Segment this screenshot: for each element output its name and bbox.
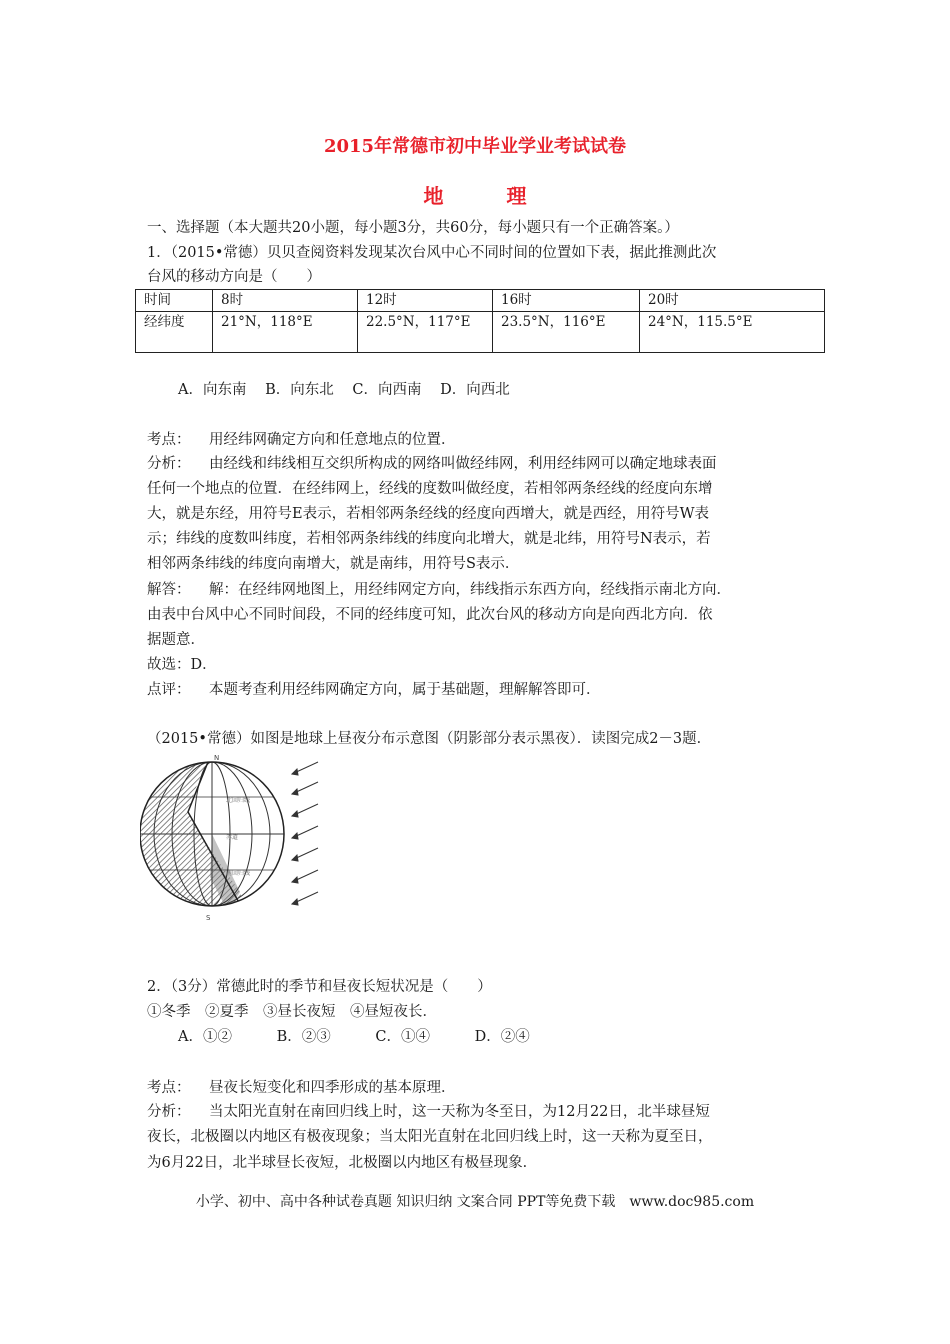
q2-options	[178, 1025, 848, 1049]
table-cell: 时间	[136, 290, 213, 312]
table-cell: 8时	[213, 290, 358, 312]
q2-kaodian	[147, 1076, 817, 1100]
option-b[interactable]: B．向东北	[265, 382, 334, 398]
q1-kaodian	[147, 428, 817, 452]
kaodian-text: 昼夜长短变化和四季形成的基本原理．	[209, 1080, 456, 1096]
dianping-text: 本题考查利用经纬网确定方向，属于基础题，理解解答即可．	[209, 682, 601, 698]
kaodian-label: 考点：	[147, 1080, 191, 1096]
fenxi-label: 分析：	[147, 1104, 191, 1120]
option-c[interactable]: C．①④	[375, 1029, 430, 1045]
table-header-row	[136, 290, 825, 312]
table-row	[136, 312, 825, 353]
option-b[interactable]: B．②③	[276, 1029, 331, 1045]
q1-jieda-line1	[147, 578, 817, 602]
option-a[interactable]: A．①②	[178, 1029, 232, 1045]
option-d[interactable]: D．向西北	[440, 382, 510, 398]
q1-answer: 故选：D．	[147, 657, 217, 673]
q1-stem-line1: 1．（2015•常德）贝贝查阅资料发现某次台风中心不同时间的位置如下表，据此推测此次	[147, 245, 717, 261]
table-cell: 经纬度	[136, 312, 213, 353]
day-night-globe-figure	[140, 752, 330, 922]
q1-jieda-line3: 据题意．	[147, 632, 205, 648]
q2-choices: ①冬季 ②夏季 ③昼长夜短 ④昼短夜长．	[147, 1004, 437, 1020]
fenxi-text: 当太阳光直射在南回归线上时，这一天称为冬至日，为12月22日，北半球昼短	[209, 1104, 710, 1120]
fenxi-text: 由经线和纬线相互交织所构成的网络叫做经纬网，利用经纬网可以确定地球表面	[209, 456, 717, 472]
option-c[interactable]: C．向西南	[352, 382, 422, 398]
table-cell: 16时	[493, 290, 640, 312]
exam-title: 2015年常德市初中毕业学业考试试卷	[323, 136, 627, 157]
q1-fenxi-line1	[147, 452, 817, 476]
q2-stem: 2．（3分）常德此时的季节和昼夜长短状况是（ ）	[147, 979, 492, 995]
option-a[interactable]: A．向东南	[178, 382, 247, 398]
q1-fenxi-line2: 任何一个地点的位置．在经纬网上，经线的度数叫做经度，若相邻两条经线的经度向东增	[147, 481, 713, 497]
q1-dianping	[147, 678, 817, 702]
south-label: S	[206, 914, 211, 922]
tropic-s-label: 南回归线	[226, 870, 251, 877]
tropic-n-label: 北回归线	[226, 797, 251, 804]
typhoon-position-table	[135, 289, 825, 353]
table-cell: 23.5°N，116°E	[493, 312, 640, 353]
subject-title: 地 理	[423, 184, 555, 208]
q2-fenxi-line1	[147, 1100, 817, 1124]
sun-rays	[292, 762, 318, 905]
dianping-label: 点评：	[147, 682, 191, 698]
option-d[interactable]: D．②④	[474, 1029, 530, 1045]
section-header: 一、选择题（本大题共20小题，每小题3分，共60分，每小题只有一个正确答案。）	[147, 220, 679, 236]
table-cell: 22.5°N，117°E	[358, 312, 493, 353]
q2-fenxi-line3: 为6月22日，北半球昼长夜短，北极圈以内地区有极昼现象．	[147, 1155, 538, 1171]
q1-options	[178, 378, 848, 402]
q1-fenxi-line5: 相邻两条纬线的纬度向南增大，就是南纬，用符号S表示．	[147, 556, 520, 572]
fenxi-label: 分析：	[147, 456, 191, 472]
q1-stem-line2: 台风的移动方向是（ ）	[147, 269, 321, 285]
jieda-label: 解答：	[147, 582, 191, 598]
q1-jieda-line2: 由表中台风中心不同时间段，不同的经纬度可知，此次台风的移动方向是向西北方向．依	[147, 607, 713, 623]
kaodian-label: 考点：	[147, 432, 191, 448]
table-cell: 21°N，118°E	[213, 312, 358, 353]
q1-fenxi-line4: 示；纬线的度数叫纬度，若相邻两条纬线的纬度向北增大，就是北纬，用符号N表示，若	[147, 531, 711, 547]
equator-label: 赤道	[226, 834, 239, 841]
page-footer: 小学、初中、高中各种试卷真题 知识归纳 文案合同 PPT等免费下载 www.doc985.com	[195, 1194, 755, 1210]
table-cell: 12时	[358, 290, 493, 312]
q1-fenxi-line3: 大，就是东经，用符号E表示，若相邻两条经线的经度向西增大，就是西经，用符号W表	[147, 506, 709, 522]
table-cell: 24°N，115.5°E	[640, 312, 825, 353]
north-label: N	[214, 754, 220, 762]
q23-intro: （2015•常德）如图是地球上昼夜分布示意图（阴影部分表示黑夜）．读图完成2－3题．	[147, 731, 712, 747]
table-cell: 20时	[640, 290, 825, 312]
q2-fenxi-line2: 夜长，北极圈以内地区有极夜现象；当太阳光直射在北回归线上时，这一天称为夏至日，	[147, 1129, 713, 1145]
kaodian-text: 用经纬网确定方向和任意地点的位置．	[209, 432, 456, 448]
jieda-text: 解：在经纬网地图上，用经纬网定方向，纬线指示东西方向，经线指示南北方向．	[209, 582, 731, 598]
